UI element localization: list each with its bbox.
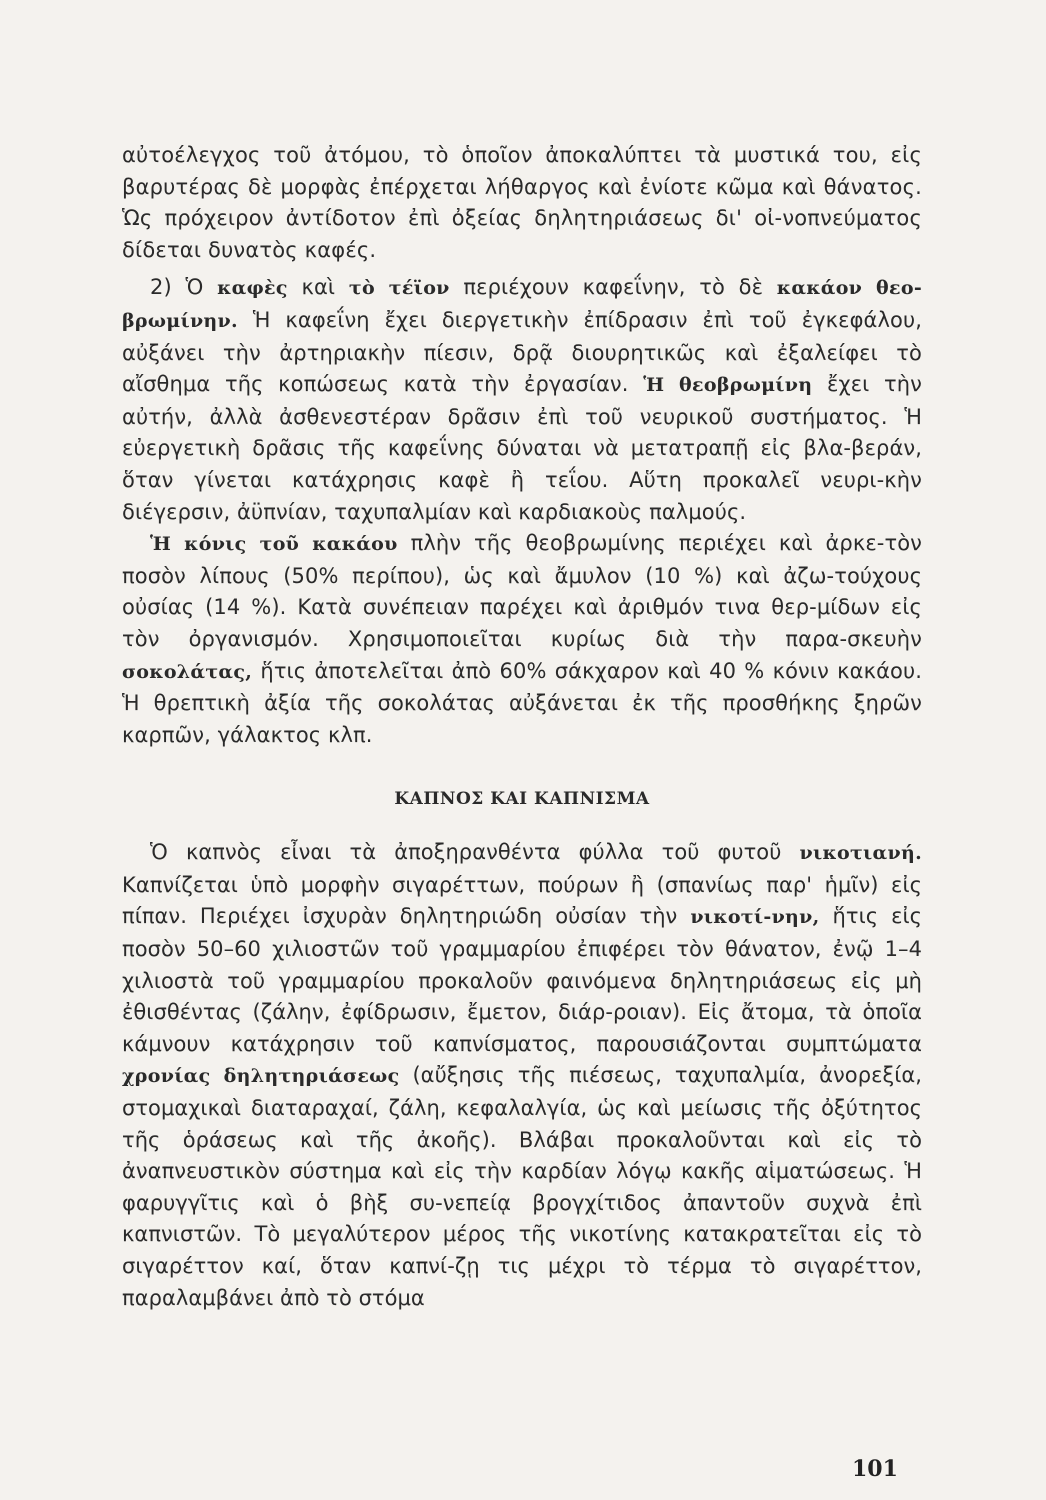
text-run: Καπνίζεται ὑπὸ μορφὴν σιγαρέττων, πούρων ἢ (σπανίως παρ' ἡμῖν) εἰς πίπαν. Περιέχει ἰσχυρὰν δηλητηριώδη οὐσίαν τὴν <box>122 872 922 929</box>
bold-term-theobromine: Ἡ θεοβρωμίνη <box>643 374 813 397</box>
text-run: (αὔξησις τῆς πιέσεως, ταχυπαλμία, ἀνορεξία, στομαχικαὶ διαταραχαί, ζάλη, κεφαλαλγία, ὡς καὶ μείωσις τῆς ὀξύτητος τῆς ὁράσεως καὶ τῆς ἀκοῆς). Βλάβαι προκαλοῦνται καὶ εἰς τὸ ἀναπνευστικὸν σύστημα καὶ εἰς τὴν καρδίαν λόγῳ κακῆς αἱματώσεως. Ἡ φαρυγγῖτις καὶ ὁ βὴξ συ-νεπείᾳ βρογχίτιδος ἀπαντοῦν συχνὰ ἐπὶ καπνιστῶν. Τὸ μεγαλύτερον μέρος τῆς νικοτίνης κατακρατεῖται εἰς τὸ σιγαρέττον καί, ὅταν καπνί-ζῃ τις μέχρι τὸ τέρμα τὸ σιγαρέττον, παραλαμβάνει ἀπὸ τὸ στόμα <box>122 1063 923 1310</box>
text-run: Ὁ καπνὸς εἶναι τὰ ἀποξηρανθέντα φύλλα τοῦ φυτοῦ <box>150 840 800 865</box>
bold-term-nicotine: νικοτί-νην, <box>690 906 820 929</box>
text-run: καὶ <box>287 275 349 300</box>
text-run: 2) Ὁ <box>150 275 218 300</box>
text-run: ἥτις ἀποτελεῖται ἀπὸ 60% σάκχαρον καὶ 40 % κόνιν κακάου. Ἡ θρεπτικὴ ἀξία τῆς σοκολάτας αὐξάνεται ἐκ τῆς προσθήκης ξηρῶν καρπῶν, γάλακτος κλπ. <box>122 658 922 747</box>
bold-term-cocoa: κακάον θεο-βρωμίνην. <box>122 277 923 332</box>
text-run: περιέχουν καφεΐνην, τὸ δὲ <box>449 275 777 300</box>
bold-term-tea: τὸ τέϊον <box>348 277 450 300</box>
bold-term-chronic-poisoning: χρονίας δηλητηριάσεως <box>122 1065 400 1088</box>
paragraph-intro: αὐτοέλεγχος τοῦ ἀτόμου, τὸ ὁποῖον ἀποκαλύπτει τὰ μυστικά του, εἰς βαρυτέρας δὲ μορφὰς ἐπέρχεται λήθαργος καὶ ἐνίοτε κῶμα καὶ θάνατος. Ὡς πρόχειρον ἀντίδοτον ἐπὶ ὀξείας δηλητηριάσεως δι' οἰ-νοπνεύματος δίδεται δυνατὸς καφές. <box>122 143 922 262</box>
page-body <box>122 140 922 1314</box>
bold-term-chocolate: σοκολάτας, <box>122 660 253 683</box>
text-run: ἔχει τὴν αὐτήν, ἀλλὰ ἀσθενεστέραν δρᾶσιν ἐπὶ τοῦ νευρικοῦ συστήματος. Ἡ εὐεργετικὴ δρᾶσις τῆς καφεΐνης δύναται νὰ μετατραπῇ εἰς βλα-βεράν, ὅταν γίνεται κατάχρησις καφὲ ἢ τεΐου. Αὕτη προκαλεῖ νευρι-κὴν διέγερσιν, ἀϋπνίαν, ταχυπαλμίαν καὶ καρδιακοὺς παλμούς. <box>122 372 923 524</box>
paragraph-coffee-tea <box>122 272 922 528</box>
page-number: 101 <box>852 1456 898 1482</box>
bold-term-nicotiana: νικοτιανή. <box>799 842 922 865</box>
text-run: Ἡ καφεΐνη ἔχει διεργετικὴν ἐπίδρασιν ἐπὶ τοῦ ἐγκεφάλου, αὐξάνει τὴν ἀρτηριακὴν πίεσιν, δρᾷ διουρητικῶς καὶ ἐξαλείφει τὸ αἴσθημα τῆς κοπώσεως κατὰ τὴν ἐργασίαν. <box>122 307 922 397</box>
section-heading: ΚΑΠΝΟΣ ΚΑΙ ΚΑΠΝΙΣΜΑ <box>394 789 650 810</box>
paragraph-tobacco <box>122 837 922 1314</box>
bold-term-cocoa-powder: Ἡ κόνις τοῦ κακάου <box>150 533 398 556</box>
paragraph-cocoa-powder <box>122 528 922 751</box>
text-run: ἥτις εἰς ποσὸν 50–60 χιλιοστῶν τοῦ γραμμαρίου ἐπιφέρει τὸν θάνατον, ἐνῷ 1–4 χιλιοστὰ τοῦ γραμμαρίου προκαλοῦν φαινόμενα δηλητηριάσεως εἰς μὴ ἐθισθέντας (ζάλην, ἐφίδρωσιν, ἔμετον, διάρ-ροιαν). Εἰς ἄτομα, τὰ ὁποῖα κάμνουν κατάχρησιν τοῦ καπνίσματος, παρουσιάζονται συμπτώματα <box>122 904 923 1056</box>
text-run: πλὴν τῆς θεοβρωμίνης περιέχει καὶ ἀρκε-τὸν ποσὸν λίπους (50% περίπου), ὡς καὶ ἄμυλον (10 %) καὶ ἀζω-τούχους οὐσίας (14 %). Κατὰ συνέπειαν παρέχει καὶ ἀριθμόν τινα θερ-μίδων εἰς τὸν ὀργανισμόν. Χρησιμοποιεῖται κυρίως διὰ τὴν παρα-σκευὴν <box>122 531 922 651</box>
bold-term-coffee: καφὲς <box>217 277 288 300</box>
